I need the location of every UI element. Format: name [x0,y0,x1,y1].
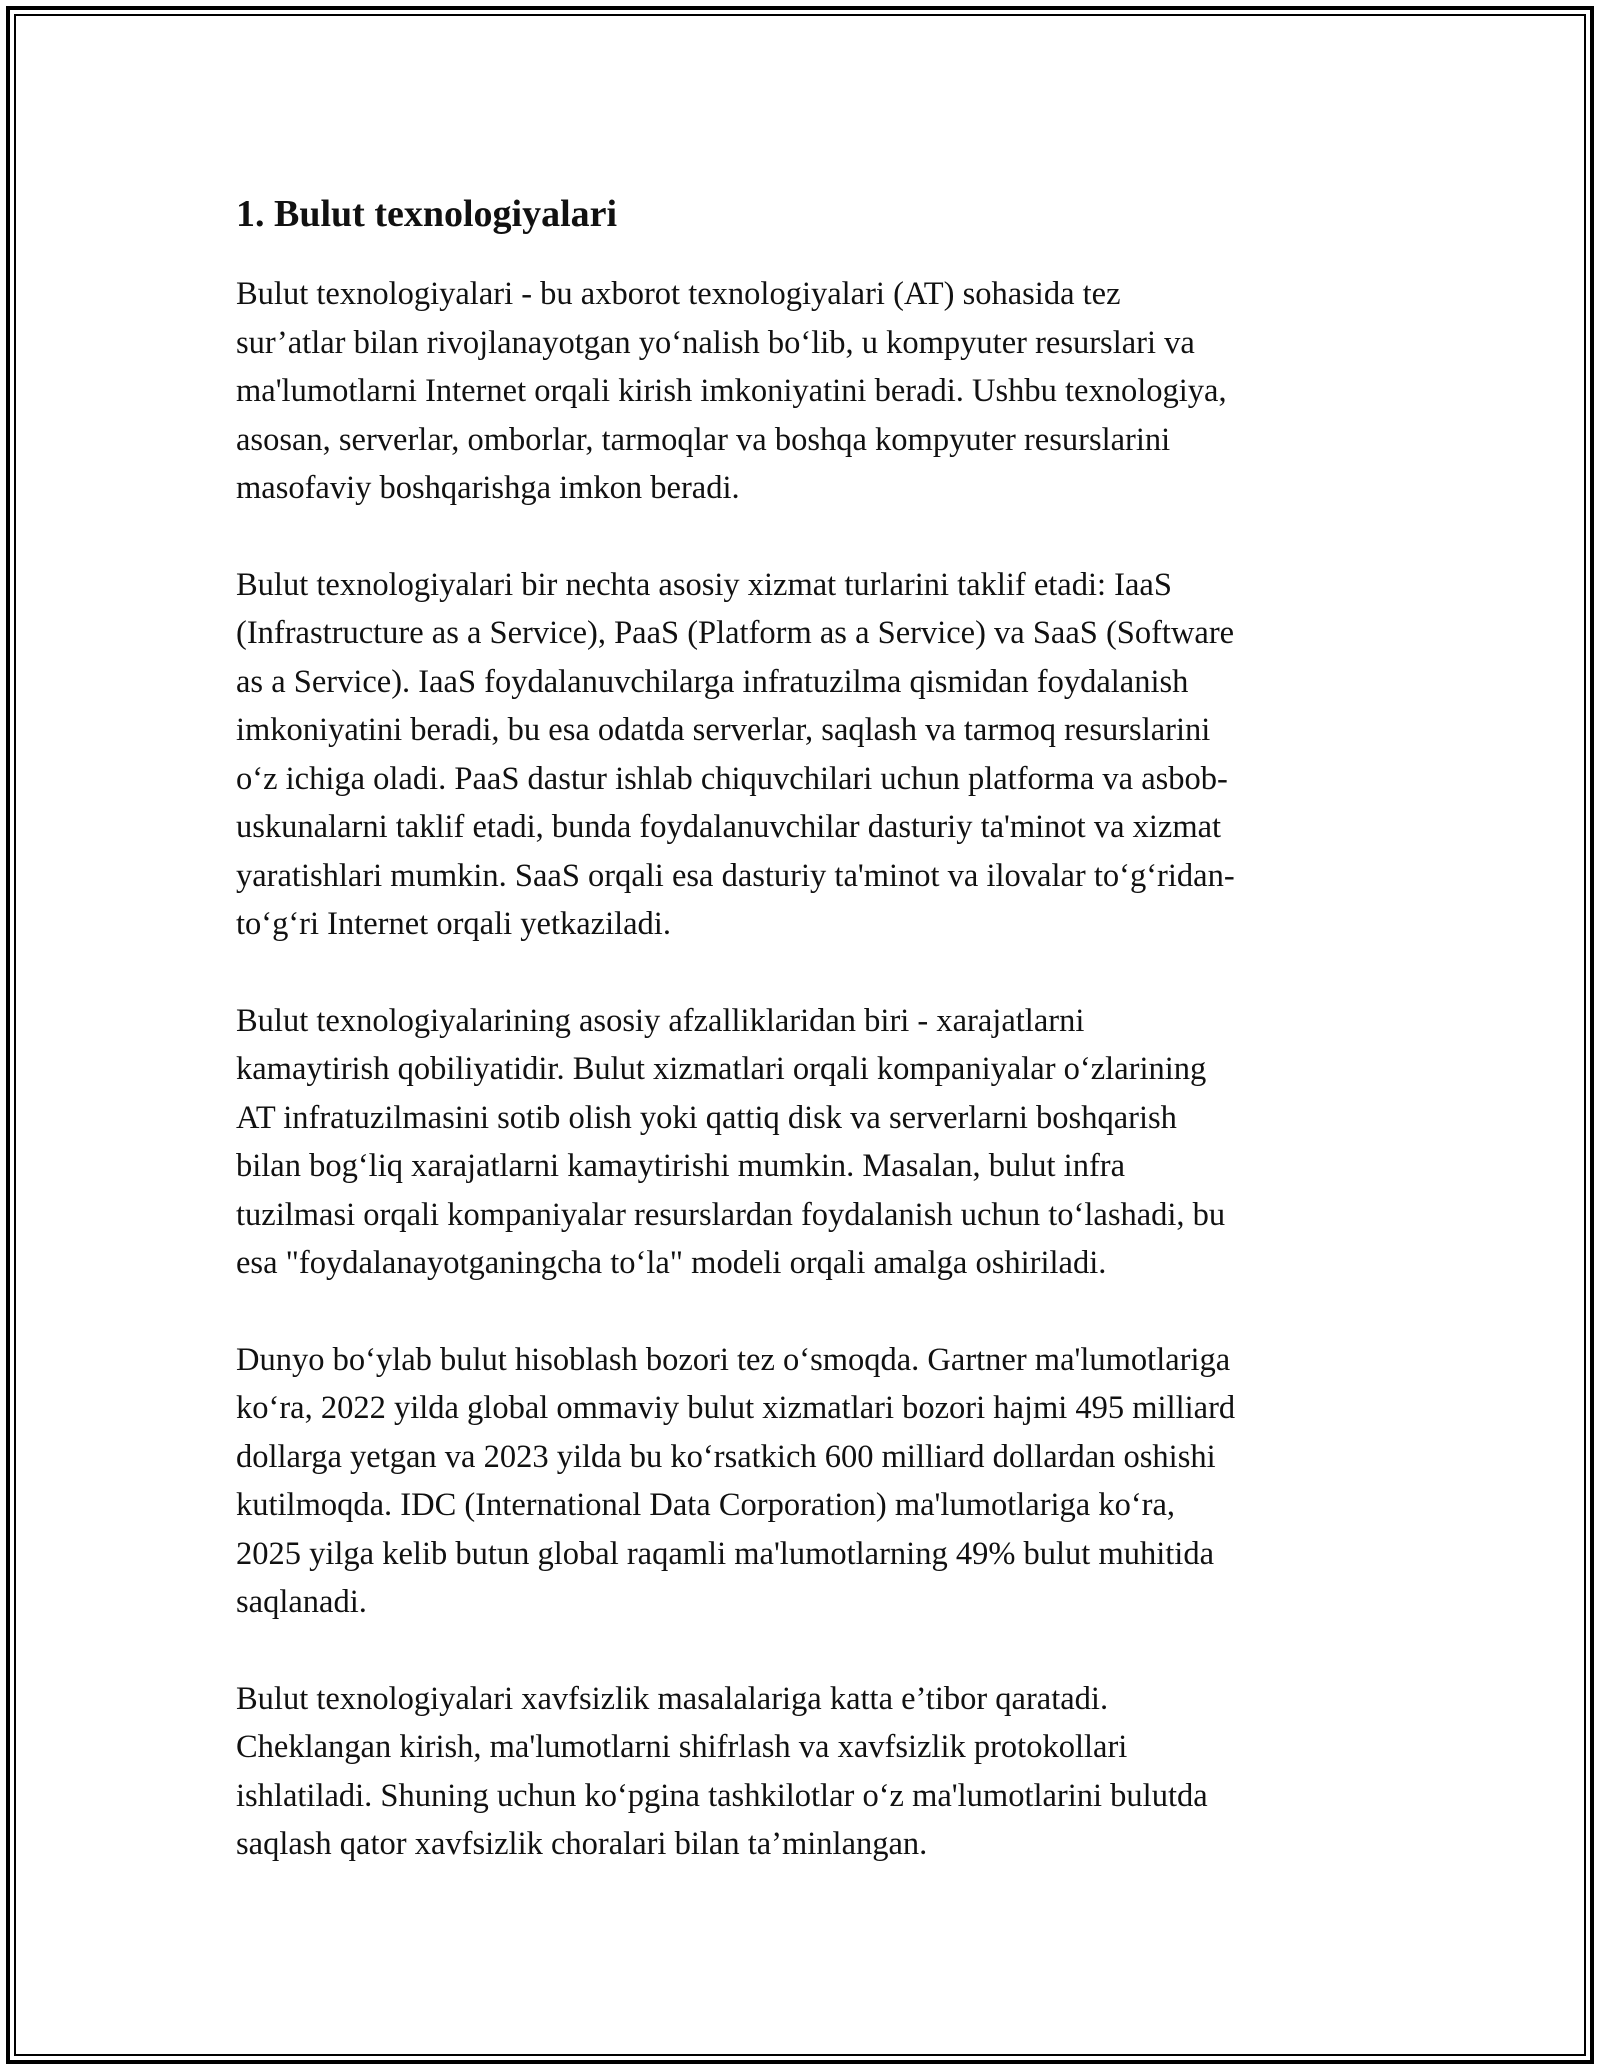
paragraph-line: asosan, serverlar, omborlar, tarmoqlar va boshqa kompyuter resurslarini [236,421,1171,458]
paragraph-line: masofaviy boshqarishga imkon beradi. [236,470,740,506]
paragraph-line: as a Service). IaaS foydalanuvchilarga infratuzilma qismidan foydalanish [236,663,1189,700]
paragraph-line: Bulut texnologiyalari - bu axborot texnologiyalari (AT) sohasida tez [236,276,1121,312]
paragraph-line: toʻgʻri Internet orqali yetkaziladi. [236,906,671,942]
paragraph-line: sur’atlar bilan rivojlanayotgan yoʻnalish boʻlib, u kompyuter resurslari va [236,324,1195,361]
paragraph-line: bilan bogʻliq xarajatlarni kamaytirishi mumkin. Masalan, bulut infra [236,1148,1126,1184]
paragraph-line: koʻra, 2022 yilda global ommaviy bulut xizmatlari bozori hajmi 495 milliard [236,1390,1236,1426]
document-body [236,186,1366,1917]
paragraph-line: uskunalarni taklif etadi, bunda foydalanuvchilar dasturiy ta'minot va xizmat [236,809,1222,845]
paragraph-line: ishlatiladi. Shuning uchun koʻpgina tashkilotlar oʻz ma'lumotlarini bulutda [236,1777,1208,1814]
paragraph-line: tuzilmasi orqali kompaniyalar resurslardan foydalanish uchun toʻlashadi, bu [236,1196,1226,1233]
paragraph-line: oʻz ichiga oladi. PaaS dastur ishlab chiquvchilari uchun platforma va asbob- [236,760,1228,797]
paragraph-line: Dunyo boʻylab bulut hisoblash bozori tez oʻsmoqda. Gartner ma'lumotlariga [236,1341,1231,1378]
paragraphs-container [236,270,1366,1869]
paragraph-line: saqlash qator xavfsizlik choralari bilan ta’minlangan. [236,1826,928,1862]
paragraph-line: esa "foydalanayotganingcha toʻla" modeli orqali amalga oshiriladi. [236,1245,1107,1281]
paragraph-line: ma'lumotlarni Internet orqali kirish imkoniyatini beradi. Ushbu texnologiya, [236,373,1227,409]
paragraph-line: yaratishlari mumkin. SaaS orqali esa dasturiy ta'minot va ilovalar toʻgʻridan- [236,857,1235,894]
paragraph [236,270,1366,513]
paragraph-line: Bulut texnologiyalari bir nechta asosiy xizmat turlarini taklif etadi: IaaS [236,566,1172,603]
document-title: 1. Bulut texnologiyalari [236,193,618,235]
paragraph [236,1675,1366,1869]
paragraph [236,561,1366,949]
paragraph-line: Bulut texnologiyalari xavfsizlik masalalariga katta e’tibor qaratadi. [236,1680,1109,1717]
paragraph-line: (Infrastructure as a Service), PaaS (Platform as a Service) va SaaS (Software [236,615,1235,651]
paragraph-line: AT infratuzilmasini sotib olish yoki qattiq disk va serverlarni boshqarish [236,1099,1177,1136]
paragraph-line: Bulut texnologiyalarining asosiy afzalliklaridan biri - xarajatlarni [236,1002,1085,1039]
paragraph-line: 2025 yilga kelib butun global raqamli ma'lumotlarning 49% bulut muhitida [236,1535,1214,1572]
paragraph [236,1336,1366,1627]
paragraph-line: kutilmoqda. IDC (International Data Corporation) ma'lumotlariga koʻra, [236,1487,1176,1523]
paragraph-line: dollarga yetgan va 2023 yilda bu koʻrsatkich 600 milliard dollardan oshishi [236,1438,1216,1475]
paragraph-line: Cheklangan kirish, ma'lumotlarni shifrlash va xavfsizlik protokollari [236,1729,1128,1765]
paragraph-line: imkoniyatini beradi, bu esa odatda serverlar, saqlash va tarmoq resurslarini [236,712,1211,748]
paragraph [236,997,1366,1288]
paragraph-line: kamaytirish qobiliyatidir. Bulut xizmatlari orqali kompaniyalar oʻzlarining [236,1051,1207,1087]
paragraph-line: saqlanadi. [236,1584,367,1620]
